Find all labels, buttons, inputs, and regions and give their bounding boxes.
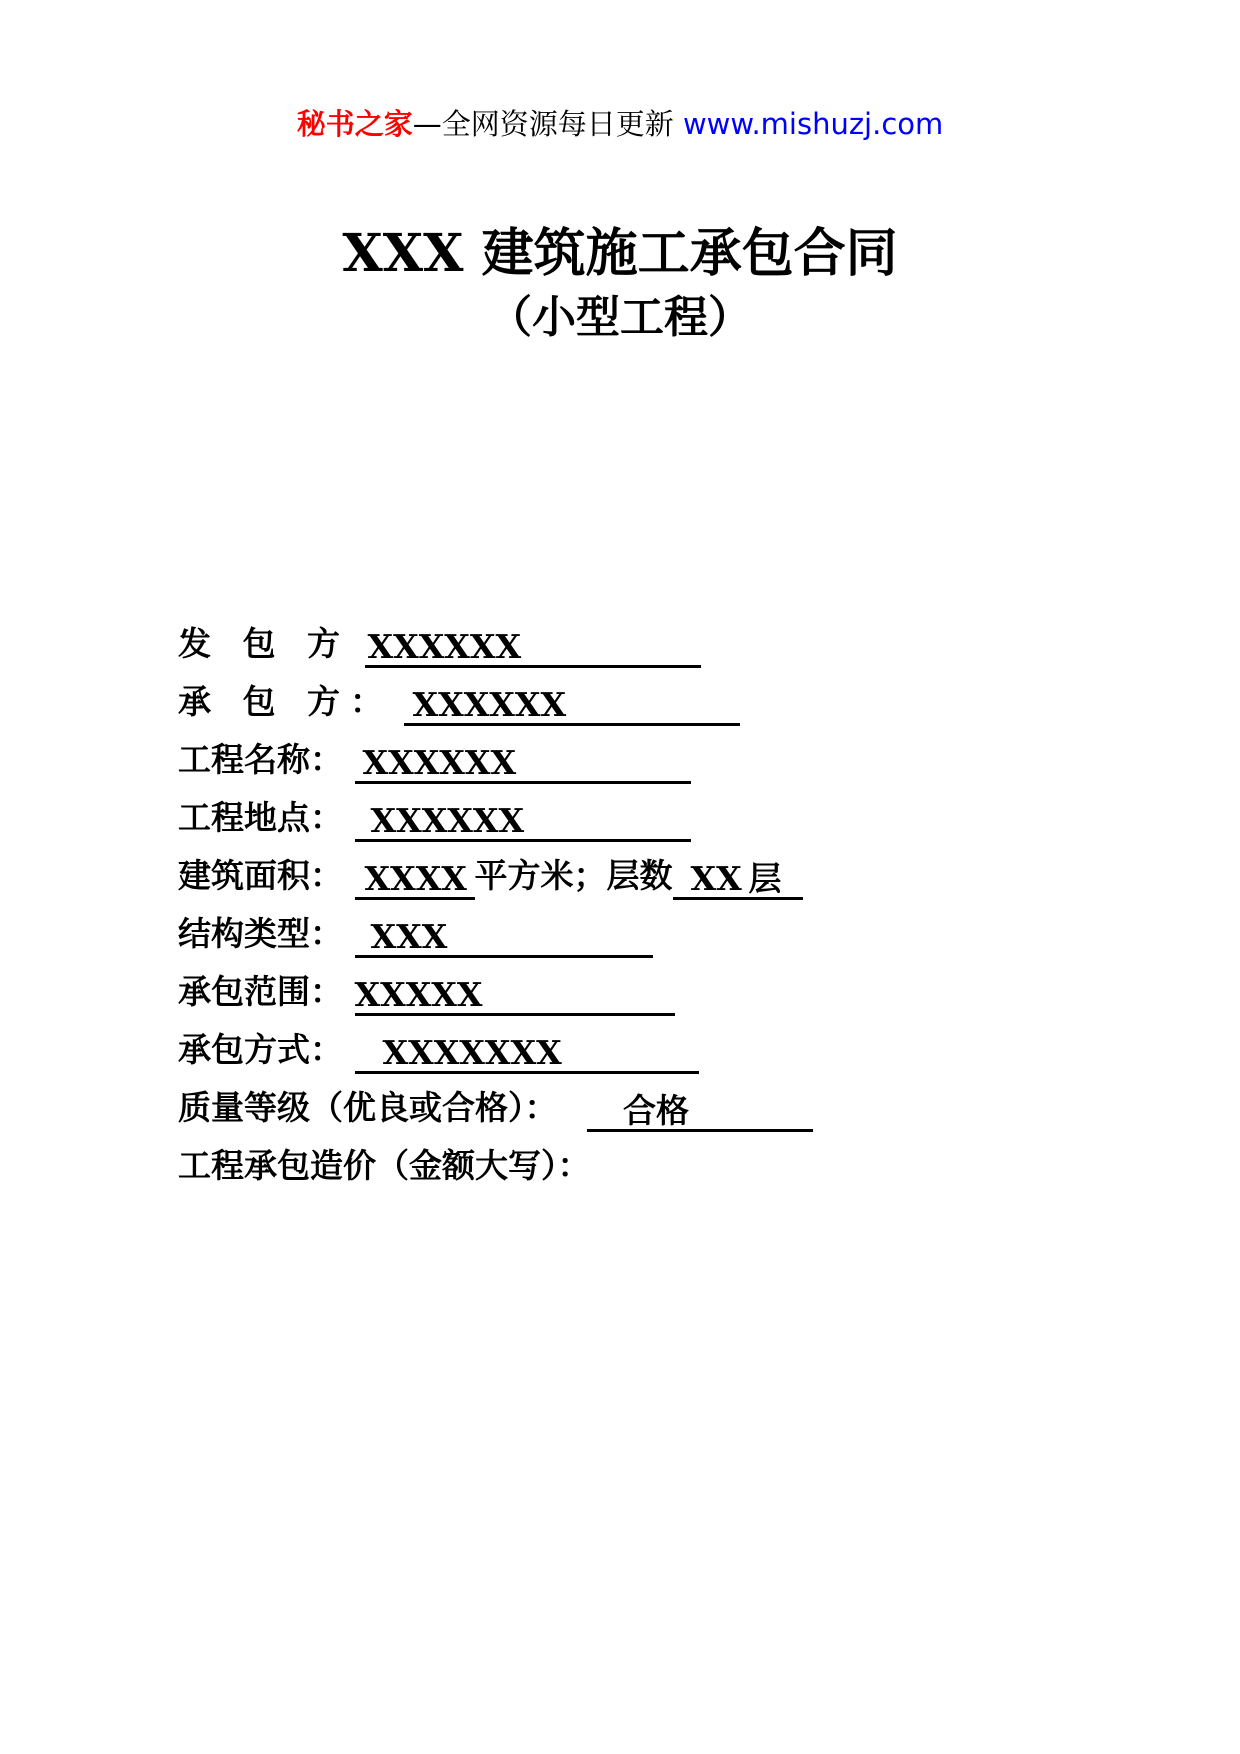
contract-price-label: 工程承包造价（金额大写）： [178, 1146, 591, 1185]
field-project-location [178, 794, 691, 842]
field-contract-scope [178, 968, 675, 1016]
area-value: XXXX [364, 859, 467, 898]
document-subtitle: （小型工程） [488, 292, 752, 343]
field-building-area [178, 852, 803, 900]
project-location-blank[interactable] [355, 795, 691, 842]
contract-scope-value: XXXXX [354, 975, 483, 1014]
building-area-label: 建筑面积： [178, 856, 343, 895]
site-header [0, 104, 1240, 144]
floors-blank[interactable] [673, 853, 803, 900]
floors-unit: 层 [748, 859, 782, 898]
party-b-value: XXXXXX [412, 685, 567, 724]
field-quality-grade [178, 1084, 813, 1132]
party-a-value: XXXXXX [367, 627, 522, 666]
field-party-b [178, 678, 740, 726]
field-contract-method [178, 1026, 699, 1074]
project-name-label: 工程名称： [178, 740, 343, 779]
site-brand: 秘书之家 [296, 107, 413, 141]
field-party-a [178, 620, 701, 668]
project-location-value: XXXXXX [370, 801, 525, 840]
area-unit: 平方米；层数 [474, 856, 673, 895]
contract-method-blank[interactable] [355, 1027, 699, 1074]
contract-scope-label: 承包范围： [178, 972, 343, 1011]
contract-method-label: 承包方式： [178, 1030, 343, 1069]
floors-value: XX [690, 859, 742, 898]
party-b-label: 承 包 方： [178, 682, 393, 721]
document-title: XXX 建筑施工承包合同 [342, 223, 898, 284]
contract-method-value: XXXXXXX [382, 1033, 562, 1072]
site-tagline: —全网资源每日更新 [412, 107, 674, 141]
party-b-blank[interactable] [404, 679, 740, 726]
area-blank[interactable] [355, 853, 475, 900]
project-name-blank[interactable] [355, 737, 691, 784]
field-contract-price [178, 1142, 591, 1190]
site-url-link[interactable]: www.mishuzj.com [682, 107, 944, 141]
quality-grade-value: 合格 [623, 1091, 689, 1130]
structure-type-value: XXX [370, 917, 448, 956]
structure-type-label: 结构类型： [178, 914, 343, 953]
project-name-value: XXXXXX [362, 743, 517, 782]
field-structure-type [178, 910, 653, 958]
contract-scope-blank[interactable] [355, 969, 675, 1016]
quality-grade-blank[interactable] [587, 1085, 813, 1132]
party-a-label: 发 包 方 [178, 624, 350, 663]
party-a-blank[interactable] [365, 621, 701, 668]
project-location-label: 工程地点： [178, 798, 343, 837]
structure-type-blank[interactable] [355, 911, 653, 958]
field-project-name [178, 736, 691, 784]
quality-grade-label: 质量等级（优良或合格）： [178, 1088, 558, 1127]
